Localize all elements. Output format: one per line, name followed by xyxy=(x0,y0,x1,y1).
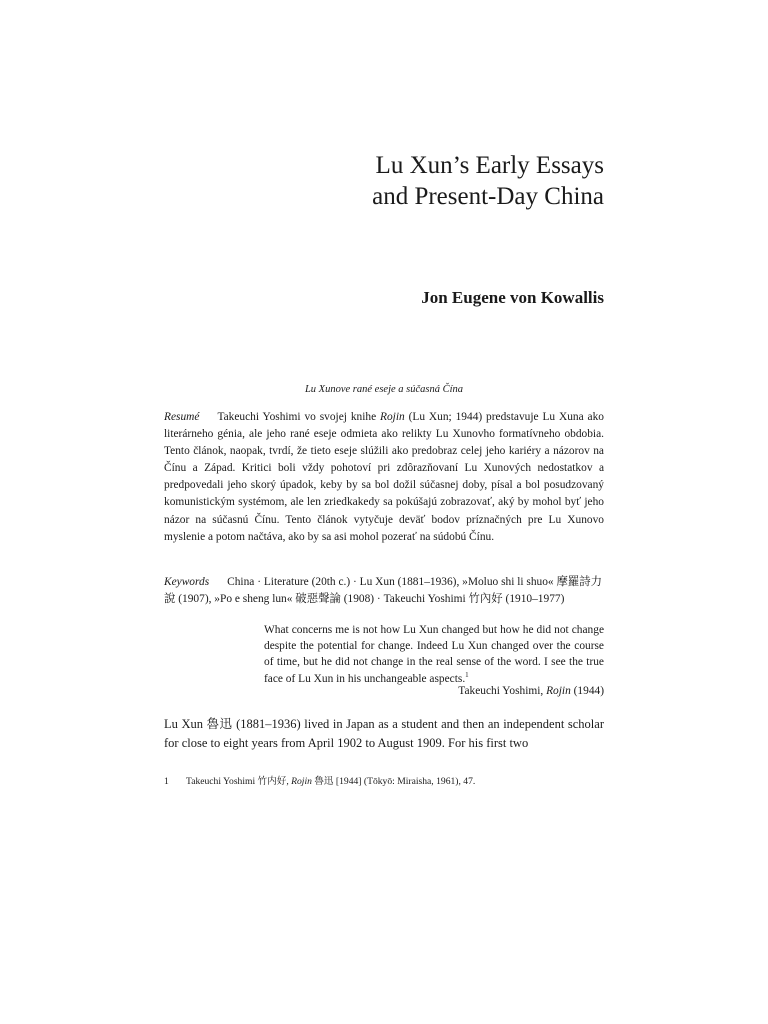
slovak-title: Lu Xunove rané eseje a súčasná Čína xyxy=(304,384,464,395)
resume-text-part2: (Lu Xun; 1944) predstavuje Lu Xuna ako literárneho génia, ale jeho rané eseje odmieta ako relikty Lu Xunovho formatívneho obdobia. Tento článok, naopak, tvrdí, že tieto eseje slúžili ako predobraz celej jeho kariéry a názorov na Čínu a Západ. Kritici boli vždy pohotoví pri zdôrazňovaní Lu Xunových nedostatkov a predpovedali jeho skorý úpadok, keby by sa bol dožil súčasnej doby, písal a bol posudzovaný komunistickým systémom, ale len zriedkakedy sa pokúšajú zobrazovať, aký by mohol byť jeho názor na súčasnú Čínu. Tento článok vytyčuje deväť bodov príznačných pre Lu Xunovo myslenie a potom načtáva, ako by sa asi mohol pozerať na súdobú Čínu. xyxy=(164,411,604,543)
attribution-year: (1944) xyxy=(570,685,604,697)
article-title xyxy=(244,150,604,212)
attribution-name: Takeuchi Yoshimi, xyxy=(458,685,547,697)
body-paragraph: Lu Xun 魯迅 (1881–1936) lived in Japan as a student and then an independent scholar for close to eight years from April 1902 to August 1909. For his first two xyxy=(164,717,604,750)
resume-label: Resumé xyxy=(164,411,200,423)
footnote-book-title: Rojin xyxy=(291,776,312,787)
epigraph-attribution xyxy=(304,685,604,697)
keywords-text: China · Literature (20th c.) · Lu Xun (1881–1936), »Moluo shi li shuo« 摩羅詩力說 (1907), »Po e sheng lun« 破惡聲論 (1908) · Takeuchi Yoshimi 竹內好 (1910–1977) xyxy=(164,576,603,606)
keywords-section xyxy=(164,574,604,608)
footnote-number: 1 xyxy=(164,776,169,787)
footnote xyxy=(164,775,604,788)
epigraph-text: What concerns me is not how Lu Xun changed but how he did not change despite the potential for change. Indeed Lu Xun changed over the course of time, but he did not change in the real sense of the word. I see the true face of Lu Xun in his unchangeable aspects. xyxy=(264,624,604,685)
author-name: Jon Eugene von Kowallis xyxy=(421,288,604,307)
keywords-label: Keywords xyxy=(164,576,210,588)
footnote-text-part2: 魯迅 [1944] (Tōkyō: Miraisha, 1961), 47. xyxy=(311,776,476,787)
footnote-text-part1: Takeuchi Yoshimi 竹内好, xyxy=(186,776,292,787)
resume-text-part1: Takeuchi Yoshimi vo svojej knihe xyxy=(217,411,381,423)
title-line-1: Lu Xun’s Early Essays xyxy=(375,152,604,179)
resume-abstract xyxy=(164,409,604,546)
epigraph-note-ref[interactable]: 1 xyxy=(465,670,469,679)
title-line-2: and Present-Day China xyxy=(372,183,604,210)
attribution-book: Rojin xyxy=(546,685,571,697)
epigraph-quote xyxy=(264,622,604,687)
resume-book-title: Rojin xyxy=(380,411,405,423)
